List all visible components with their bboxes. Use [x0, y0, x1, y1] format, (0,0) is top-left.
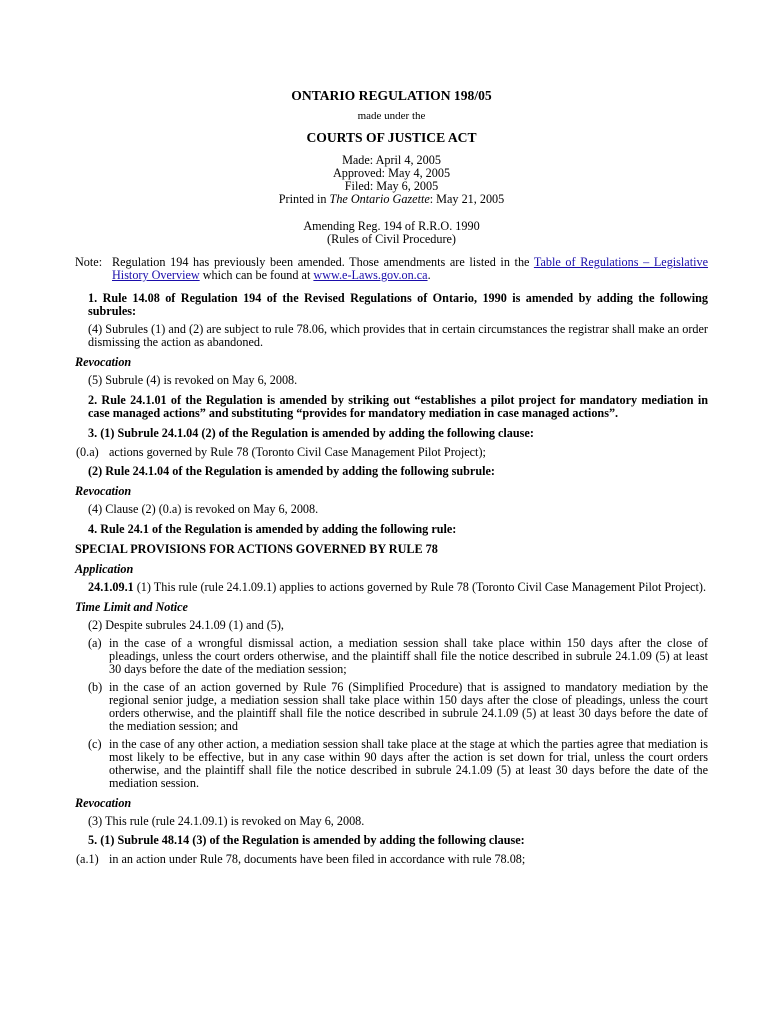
made-date: Made: April 4, 2005 — [342, 153, 441, 167]
amending-block — [75, 220, 708, 246]
clause-revoked-text: (4) Clause (2) (0.a) is revoked on May 6, 2008. — [88, 502, 319, 516]
note-label: Note: — [75, 255, 103, 269]
revocation-heading: Revocation — [75, 484, 132, 498]
clause-0a: (0.a) actions governed by Rule 78 (Toronto Civil Case Management Pilot Project); — [76, 445, 486, 459]
clause-a1: (a.1) in an action under Rule 78, documents have been filed in accordance with rule 78.08; — [76, 852, 526, 866]
filed-date: Filed: May 6, 2005 — [344, 179, 439, 193]
made-under-text: made under the — [357, 110, 426, 122]
amending-text: Amending Reg. 194 of R.R.O. 1990 — [303, 219, 480, 233]
section-1-heading: 1. Rule 14.08 of Regulation 194 of the Revised Regulations of Ontario, 1990 is amended by adding the following subrules: — [88, 291, 708, 318]
section-3-heading: 3. (1) Subrule 24.1.04 (2) of the Regulation is amended by adding the following clause: — [88, 426, 534, 440]
subrule-3-text: (3) This rule (rule 24.1.09.1) is revoked on May 6, 2008. — [88, 814, 365, 828]
gazette-name: The Ontario Gazette — [329, 192, 430, 206]
rule-24-1-09-1: 24.1.09.1 (1) This rule (rule 24.1.09.1) applies to actions governed by Rule 78 (Toronto Civil Case Management Pilot Project). — [88, 580, 707, 594]
subrule-5-text: (5) Subrule (4) is revoked on May 6, 2008. — [88, 373, 298, 387]
subrule-4-text: (4) Subrules (1) and (2) are subject to rule 78.06, which provides that in certain circumstances the registrar shall make an order dismissing the action as abandoned. — [88, 322, 708, 349]
section-4-heading: 4. Rule 24.1 of the Regulation is amended by adding the following rule: — [88, 522, 457, 536]
application-heading: Application — [75, 562, 134, 576]
clause-c: (c) in the case of any other action, a mediation session shall take place at the stage at which the parties agree that mediation is most likely to be effective, but in any case within 90 days after the action is set down for trial, unless the court orders otherwise, and the plaintiff shall file the notice described in subrule 24.1.09 (5) at least 30 days before the date of the mediation session. — [88, 737, 708, 790]
rules-text: (Rules of Civil Procedure) — [327, 232, 456, 246]
section-2-heading: 2. Rule 24.1.01 of the Regulation is amended by striking out “establishes a pilot project for mandatory mediation in case managed actions” and substituting “provides for mandatory mediation in case managed actions”. — [88, 393, 708, 420]
elaws-link[interactable]: www.e-Laws.gov.on.ca — [313, 268, 428, 282]
clause-a: (a) in the case of a wrongful dismissal action, a mediation session shall take place within 150 days after the close of pleadings, unless the court orders otherwise, and the plaintiff shall file the notice described in subrule 24.1.09 (5) at least 30 days before the date of the mediation session; — [88, 636, 708, 676]
dates-block — [75, 154, 708, 206]
time-limit-heading: Time Limit and Notice — [75, 600, 188, 614]
special-provisions-heading: SPECIAL PROVISIONS FOR ACTIONS GOVERNED BY RULE 78 — [75, 542, 438, 556]
section-5-heading: 5. (1) Subrule 48.14 (3) of the Regulation is amended by adding the following clause: — [88, 833, 525, 847]
note-paragraph: Note: Regulation 194 has previously been amended. Those amendments are listed in the Table of Regulations – Legislative History Overview which can be found at www.e-Laws.gov.on.ca. — [75, 255, 708, 282]
clause-b: (b) in the case of an action governed by Rule 76 (Simplified Procedure) that is assigned to mandatory mediation by the regional senior judge, a mediation session shall take place within 150 days after the close of pleadings, unless the court orders otherwise, and the plaintiff shall file the notice described in subrule 24.1.09 (5) at least 30 days before the date of the mediation session; and — [88, 680, 708, 733]
revocation-heading: Revocation — [75, 355, 132, 369]
regulation-title: ONTARIO REGULATION 198/05 — [291, 88, 492, 103]
legislative-history-link[interactable]: Table of Regulations – Legislative History Overview — [112, 255, 708, 282]
printed-line: Printed in The Ontario Gazette: May 21, 2005 — [278, 192, 505, 206]
section-3-2-heading: (2) Rule 24.1.04 of the Regulation is amended by adding the following subrule: — [88, 464, 495, 478]
subrule-2-text: (2) Despite subrules 24.1.09 (1) and (5), — [88, 618, 284, 632]
regulation-page — [75, 88, 708, 866]
revocation-heading: Revocation — [75, 796, 132, 810]
act-title: COURTS OF JUSTICE ACT — [306, 130, 477, 145]
approved-date: Approved: May 4, 2005 — [332, 166, 451, 180]
